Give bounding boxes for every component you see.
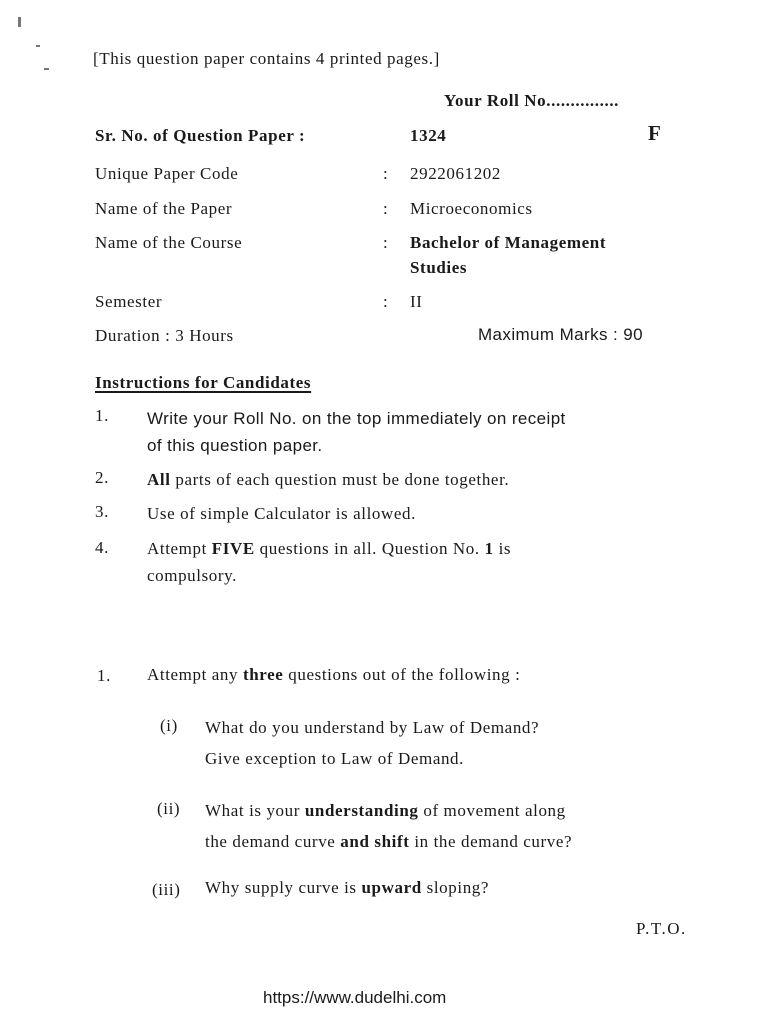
instruction-item — [147, 405, 712, 459]
question-line: What do you understand by Law of Demand? — [205, 718, 540, 737]
question-emphasis: and shift — [340, 832, 410, 851]
max-marks: Maximum Marks : 90 — [478, 325, 643, 344]
instruction-emphasis: All — [147, 470, 171, 489]
scan-mark — [44, 68, 49, 70]
instruction-number: 1. — [95, 406, 109, 425]
meta-colon: : — [383, 233, 389, 252]
question-text-part: Why supply curve is — [205, 878, 362, 897]
question-part — [205, 712, 715, 774]
question-part — [205, 878, 489, 898]
pto: P.T.O. — [636, 919, 687, 938]
course-name-value-line1: Bachelor of Management — [410, 233, 607, 252]
instruction-text: Attempt — [147, 539, 212, 558]
meta-colon: : — [383, 292, 389, 311]
course-name-label: Name of the Course — [95, 233, 243, 252]
instruction-emphasis: FIVE — [211, 539, 255, 558]
instruction-number: 2. — [95, 468, 109, 487]
question-text-part: the demand curve — [205, 832, 341, 851]
instruction-item — [147, 535, 712, 589]
question-emphasis: upward — [361, 878, 422, 897]
instruction-emphasis: 1 — [484, 539, 494, 558]
instruction-number: 4. — [95, 538, 109, 557]
instruction-number: 3. — [95, 502, 109, 521]
semester-value: II — [410, 292, 423, 311]
instruction-text: is — [493, 539, 512, 558]
instruction-text: questions in all. Question No. — [254, 539, 485, 558]
unique-code-label: Unique Paper Code — [95, 164, 239, 183]
question-text-part: sloping? — [421, 878, 490, 897]
scan-mark — [36, 45, 40, 47]
part-label: (iii) — [152, 880, 181, 899]
unique-code-value: 2922061202 — [410, 164, 501, 183]
question-text-part: of movement along — [418, 801, 566, 820]
instruction-item — [147, 466, 712, 493]
question-part — [205, 795, 715, 857]
roll-no-label: Your Roll No............... — [444, 91, 620, 110]
instruction-line: Write your Roll No. on the top immediately on receipt — [147, 409, 566, 428]
instruction-item: Use of simple Calculator is allowed. — [147, 504, 416, 523]
question-text-part: What is your — [205, 801, 305, 820]
instruction-line — [147, 535, 712, 562]
question-emphasis: understanding — [304, 801, 419, 820]
set-letter: F — [648, 121, 661, 145]
footer-url[interactable]: https://www.dudelhi.com — [263, 988, 447, 1007]
paper-name-value: Microeconomics — [410, 199, 533, 218]
semester-label: Semester — [95, 292, 163, 311]
sr-no-value: 1324 — [410, 126, 447, 145]
scan-mark — [18, 17, 21, 27]
question-text-part: Attempt any — [147, 665, 243, 684]
instruction-line: compulsory. — [147, 566, 238, 585]
part-label: (i) — [160, 716, 178, 735]
pages-note: [This question paper contains 4 printed pages.] — [93, 49, 440, 68]
part-label: (ii) — [157, 799, 181, 818]
question-text — [147, 665, 520, 685]
course-name-value-line2: Studies — [410, 258, 468, 277]
question-number: 1. — [97, 666, 111, 685]
question-line: Give exception to Law of Demand. — [205, 749, 465, 768]
sr-no-label: Sr. No. of Question Paper : — [95, 126, 306, 145]
meta-colon: : — [383, 164, 389, 183]
instruction-line: of this question paper. — [147, 436, 323, 455]
question-text-part: questions out of the following : — [283, 665, 521, 684]
instructions-heading-text: Instructions for Candidates — [95, 373, 312, 392]
question-line — [205, 826, 715, 857]
meta-colon: : — [383, 199, 389, 218]
instructions-heading — [95, 373, 311, 393]
question-emphasis: three — [242, 665, 284, 684]
question-line — [205, 795, 715, 826]
duration: Duration : 3 Hours — [95, 326, 234, 345]
question-text-part: in the demand curve? — [409, 832, 573, 851]
instruction-text: parts of each question must be done together. — [170, 470, 510, 489]
paper-name-label: Name of the Paper — [95, 199, 233, 218]
